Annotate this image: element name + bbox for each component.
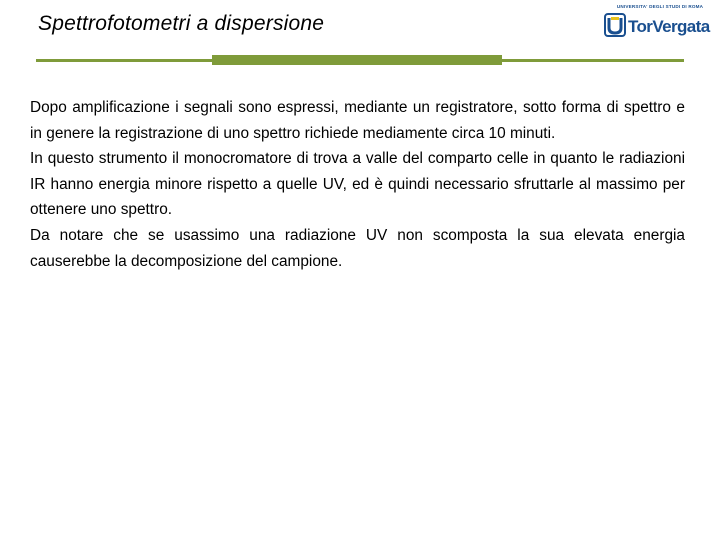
paragraph: Dopo amplificazione i segnali sono espressi, mediante un registratore, sotto forma di spettro e in genere la registrazione di uno spettro richiede mediamente circa 10 minuti.: [30, 99, 685, 142]
paragraph: Da notare che se usassimo una radiazione UV non scomposta la sua elevata energia causerebbe la decomposizione del campione.: [30, 226, 685, 270]
slide-body: [30, 95, 685, 274]
slide-title: Spettrofotometri a dispersione: [38, 12, 325, 35]
paragraph: In questo strumento il monocromatore di trova a valle del comparto celle in quanto le radiazioni IR hanno energia minore rispetto a quelle UV, ed è quindi necessario sfruttarle al massimo per ottenere uno spettro.: [30, 150, 685, 219]
logo-university-line: UNIVERSITA' DEGLI STUDI DI ROMA: [616, 4, 704, 9]
university-logo-icon: [604, 12, 714, 38]
university-logo: [602, 4, 714, 40]
header-rule-left: [36, 59, 212, 62]
header-rule-right: [502, 59, 684, 62]
logo-wordmark: TorVergata: [628, 17, 710, 36]
header-rule-center: [212, 55, 502, 65]
